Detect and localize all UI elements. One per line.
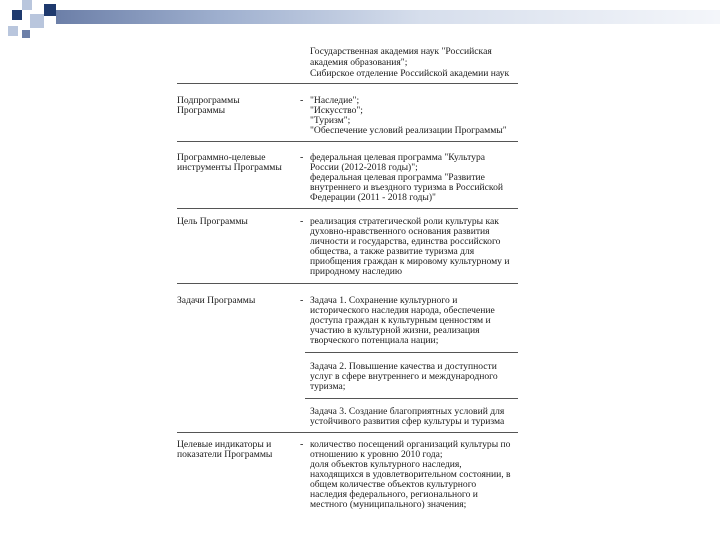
row-value: количество посещений организаций культуры по — [310, 439, 511, 450]
row-value: духовно-нравственного основания развития — [310, 226, 490, 237]
row-value: природному наследию — [310, 266, 403, 277]
row-label: инструменты Программы — [177, 162, 282, 173]
row-value: "Туризм"; — [310, 115, 351, 126]
row-value: исторического наследия народа, обеспечение — [310, 305, 495, 316]
divider — [177, 141, 518, 142]
row-dash: - — [300, 216, 304, 227]
row-value: реализация стратегической роли культуры как — [310, 216, 499, 227]
row-value: доля объектов культурного наследия, — [310, 459, 462, 470]
header-line: Сибирское отделение Российской академии наук — [310, 68, 510, 79]
divider — [305, 398, 518, 399]
row-value: "Обеспечение условий реализации Программы" — [310, 125, 507, 136]
row-value: Задача 2. Повышение качества и доступности — [310, 361, 497, 372]
row-label: Целевые индикаторы и — [177, 439, 272, 450]
row-value: общества, а также развитие туризма для — [310, 246, 475, 257]
row-value: "Искусство"; — [310, 105, 363, 116]
header-line: академия образования"; — [310, 57, 408, 68]
divider — [177, 283, 518, 284]
row-value: России (2012-2018 годы)"; — [310, 162, 418, 173]
row-value: устойчивого развития сфер культуры и туризма — [310, 416, 505, 427]
row-value: творческого потенциала нации; — [310, 335, 439, 346]
header-line: Государственная академия наук "Российская — [310, 46, 492, 57]
row-dash: - — [300, 295, 304, 306]
row-value: федеральная целевая программа "Культура — [310, 152, 486, 163]
divider — [177, 208, 518, 209]
row-value: наследия федерального, регионального и — [310, 489, 478, 500]
row-dash: - — [300, 95, 304, 106]
row-value: Задача 3. Создание благоприятных условий для — [310, 406, 505, 417]
row-value: приобщения граждан к мировому культурному и — [310, 256, 510, 267]
row-value: находящихся в удовлетворительном состоянии, в — [310, 469, 511, 480]
row-label: показатели Программы — [177, 449, 273, 460]
row-value: туризма; — [310, 381, 346, 392]
row-label: Задачи Программы — [177, 295, 256, 306]
row-dash: - — [300, 439, 304, 450]
row-value: местного (муниципального) значения; — [310, 499, 467, 510]
divider — [305, 352, 518, 353]
row-label: Программы — [177, 105, 226, 116]
row-value: "Наследие"; — [310, 95, 360, 106]
row-value: отношению к уровню 2010 года; — [310, 449, 443, 460]
row-label: Подпрограммы — [177, 95, 240, 106]
divider — [177, 83, 518, 84]
row-value: общем количестве объектов культурного — [310, 479, 477, 490]
row-value: Федерации (2011 - 2018 годы)" — [310, 192, 436, 203]
row-value: доступа граждан к культурным ценностям и — [310, 315, 491, 326]
divider — [177, 432, 518, 433]
row-value: услуг в сфере внутреннего и международного — [310, 371, 498, 382]
row-label: Программно-целевые — [177, 152, 266, 163]
row-value: Задача 1. Сохранение культурного и — [310, 295, 458, 306]
row-dash: - — [300, 152, 304, 163]
row-label: Цель Программы — [177, 216, 248, 227]
row-value: федеральная целевая программа "Развитие — [310, 172, 485, 183]
row-value: участию в культурной жизни, реализация — [310, 325, 480, 336]
row-value: внутреннего и въездного туризма в Российской — [310, 182, 504, 193]
row-value: личности и государства, единства российского — [310, 236, 501, 247]
